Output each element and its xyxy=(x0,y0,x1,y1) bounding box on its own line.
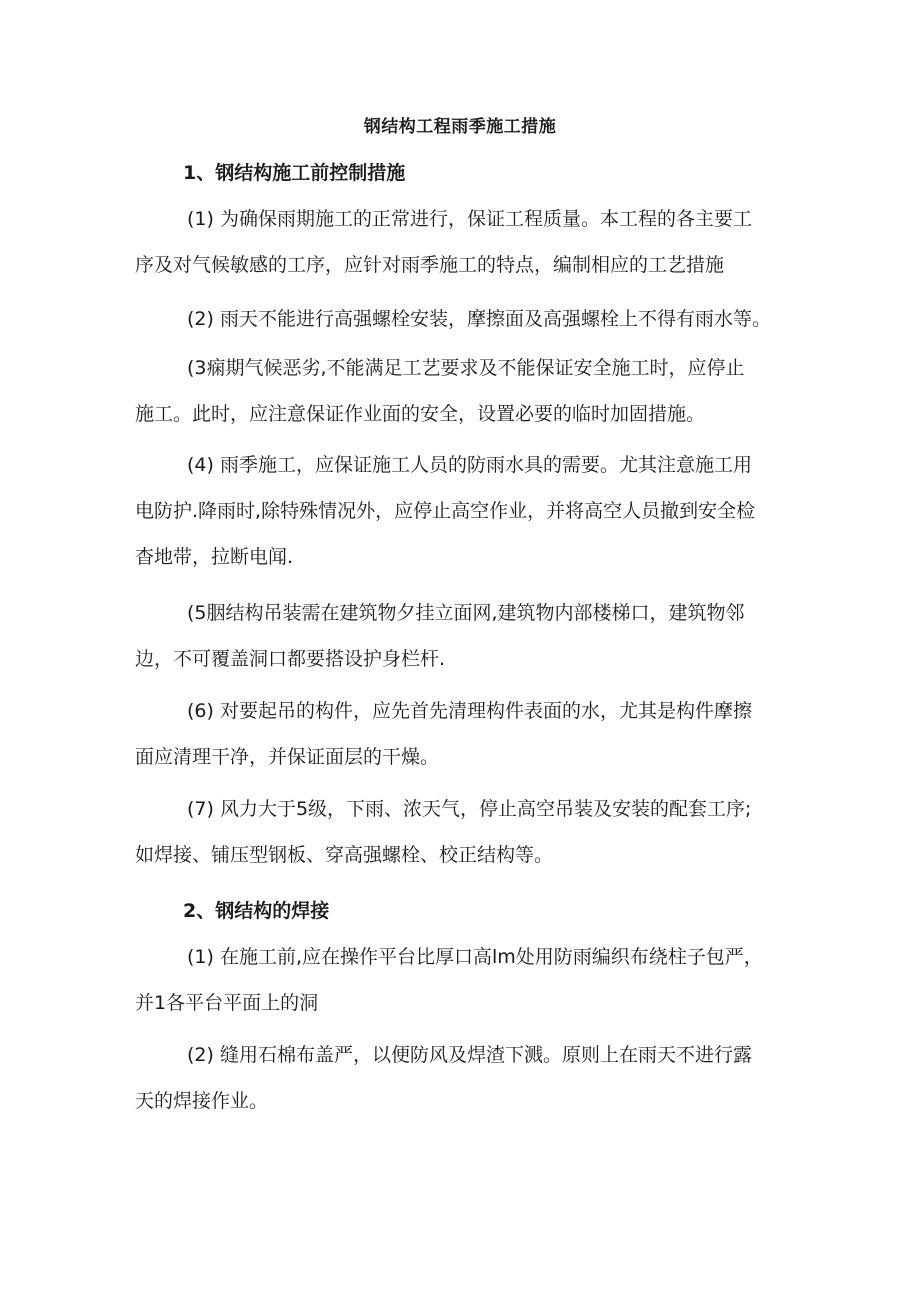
paragraph-line: 如焊接、铺压型钢板、穿高强螺栓、校正结构等。 xyxy=(135,844,554,866)
paragraph-2-2 xyxy=(135,1032,790,1124)
paragraph-line: 天的焊接作业。 xyxy=(135,1090,269,1112)
paragraph-line: (1) 为确保雨期施工的正常进行，保证工程质量。本工程的各主要工 xyxy=(187,208,752,230)
paragraph-1-7 xyxy=(135,786,790,878)
page-title: 钢结构工程雨季施工措施 xyxy=(363,117,557,137)
paragraph-line: 序及对气候敏感的工序，应针对雨季施工的特点，编制相应的工艺措施 xyxy=(135,254,725,276)
paragraph-1-6 xyxy=(135,688,790,780)
paragraph-line: (6) 对要起吊的构件，应先首先清理构件表面的水，尤其是构件摩擦 xyxy=(187,700,752,722)
paragraph-line: (2) 雨天不能进行高强螺栓安装，摩擦面及高强螺栓上不得有雨水等。 xyxy=(187,308,771,330)
paragraph-line: (3痫期气候恶劣,不能满足工艺要求及不能保证安全施工时，应停止 xyxy=(187,357,745,379)
paragraph-1-2 xyxy=(135,296,790,342)
paragraph-line: (2) 缝用石棉布盖严，以便防风及焊渣下溅。原则上在雨天不进行露 xyxy=(187,1044,752,1066)
paragraph-line: 杳地带，拉断电闻. xyxy=(135,546,294,568)
paragraph-line: 边，不可覆盖洞口都要搭设护身栏杆. xyxy=(135,648,446,670)
paragraph-line: 并1各平台平面上的洞 xyxy=(135,992,319,1014)
paragraph-2-1 xyxy=(135,934,790,1026)
paragraph-line: (1) 在施工前,应在操作平台比厚口高lm处用防雨编织布绕柱子包严， xyxy=(187,946,763,968)
paragraph-line: 施工。此时，应注意保证作业面的安全，设置必要的临时加固措施。 xyxy=(135,403,706,425)
paragraph-line: (4) 雨季施工，应保证施工人员的防雨水具的需要。尤其注意施工用 xyxy=(187,454,752,476)
paragraph-line: 面应清理干净，并保证面层的干燥。 xyxy=(135,746,440,768)
paragraph-1-5 xyxy=(135,590,790,682)
section-heading-2: 2、钢结构的焊接 xyxy=(183,900,330,922)
paragraph-1-3 xyxy=(135,345,790,437)
section-heading-1: 1、钢结构施工前控制措施 xyxy=(183,162,406,184)
paragraph-1-4 xyxy=(135,442,790,580)
paragraph-line: 电防护.降雨时,除特殊情况外，应停止高空作业，并将高空人员撤到安全检 xyxy=(135,500,756,522)
paragraph-1-1 xyxy=(135,196,790,288)
paragraph-line: (5胭结构吊装需在建筑物夕挂立面网,建筑物内部楼梯口，建筑物邻 xyxy=(187,602,745,624)
paragraph-line: (7) 风力大于5级，下雨、浓天气，停止高空吊装及安装的配套工序; xyxy=(187,798,752,820)
